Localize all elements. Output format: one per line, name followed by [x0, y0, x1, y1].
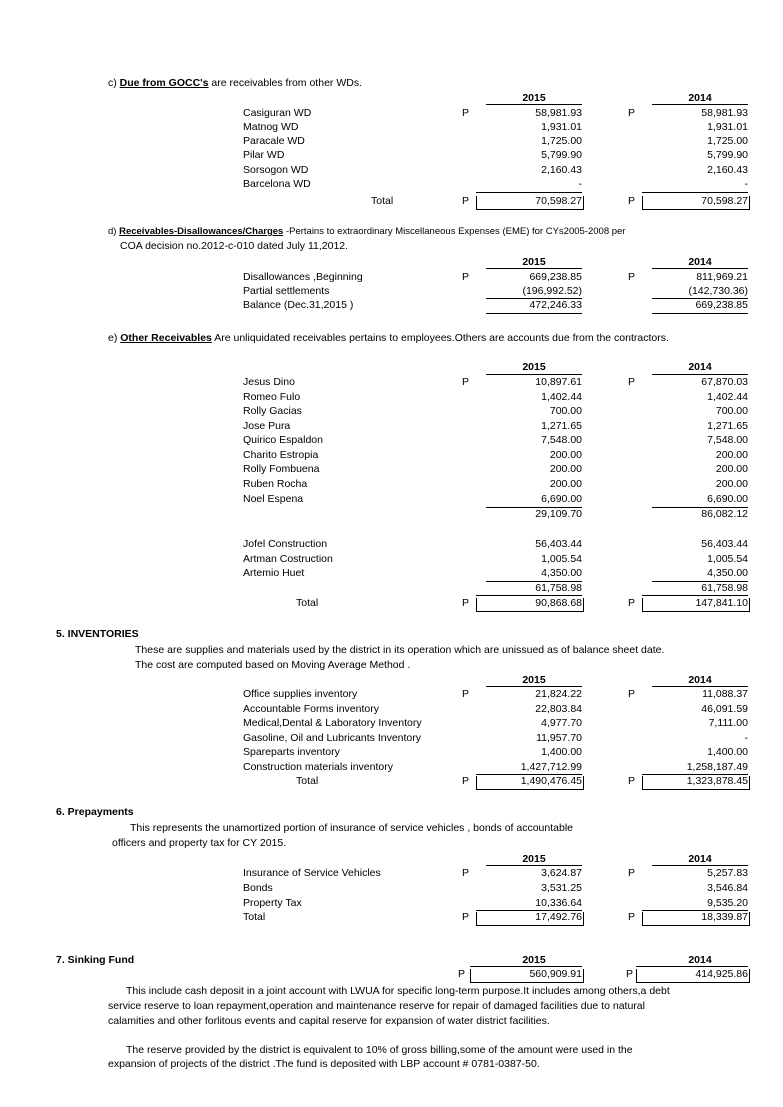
- table-cell: 5,257.83: [707, 867, 748, 879]
- table-cell: 1,725.00: [541, 135, 582, 147]
- table-cell: 1,402.44: [541, 391, 582, 403]
- table-cell: 21,824.22: [535, 688, 582, 700]
- table-cell: 200.00: [549, 449, 582, 461]
- currency-sign: P: [626, 968, 634, 980]
- table-cell: 3,624.87: [541, 867, 582, 879]
- total-value: 70,598.27: [701, 195, 748, 207]
- total-box: [642, 912, 750, 926]
- year-header-2014: 2014: [688, 92, 712, 104]
- currency-sign: P: [628, 597, 636, 609]
- currency-sign: P: [462, 867, 470, 879]
- table-cell: 6,690.00: [541, 493, 582, 505]
- table-row-label: Office supplies inventory: [243, 688, 358, 700]
- sum-rule: [642, 595, 748, 596]
- table-cell: 4,350.00: [541, 567, 582, 579]
- total-box: [476, 196, 584, 210]
- header-rule: [652, 865, 748, 866]
- table-row-label: Spareparts inventory: [243, 746, 340, 758]
- currency-sign: P: [462, 775, 470, 787]
- currency-sign: P: [628, 107, 636, 119]
- prepayments-desc: This represents the unamortized portion of insurance of service vehicles , bonds of accountable: [130, 822, 573, 834]
- total-box: [470, 969, 584, 983]
- table-row-label: Property Tax: [243, 897, 302, 909]
- year-header-2015: 2015: [522, 256, 546, 268]
- table-row-label: Quirico Espaldon: [243, 434, 323, 446]
- disallowances-intro-line2: COA decision no.2012-c-010 dated July 11,2012.: [120, 240, 349, 252]
- table-cell: 200.00: [715, 463, 748, 475]
- year-header-2015: 2015: [522, 92, 546, 104]
- year-header-2015: 2015: [522, 954, 546, 966]
- dues-title: Due from GOCC's: [119, 77, 209, 89]
- total-box: [476, 776, 584, 790]
- sum-rule: [486, 313, 582, 314]
- table-row-label: Medical,Dental & Laboratory Inventory: [243, 717, 422, 729]
- subtotal-value: 61,758.98: [535, 582, 582, 594]
- header-rule: [636, 966, 748, 967]
- table-row-label: Partial settlements: [243, 285, 330, 297]
- table-cell: 200.00: [715, 449, 748, 461]
- table-cell: 46,091.59: [701, 703, 748, 715]
- currency-sign: P: [462, 597, 470, 609]
- table-row-label: Paracale WD: [243, 135, 305, 147]
- table-cell: 58,981.93: [701, 107, 748, 119]
- inventories-desc: The cost are computed based on Moving Average Method .: [135, 659, 411, 671]
- table-cell: 4,350.00: [707, 567, 748, 579]
- total-box: [636, 969, 750, 983]
- sinking-paragraph: service reserve to loan repayment,operation and maintenance reserve for repair of damaged facilities due to natural: [108, 1000, 645, 1012]
- total-label: Total: [243, 911, 266, 923]
- table-row-label: Matnog WD: [243, 121, 299, 133]
- year-header-2014: 2014: [688, 954, 712, 966]
- sum-rule: [652, 313, 748, 314]
- currency-sign: P: [462, 911, 470, 923]
- total-label: Total: [371, 195, 394, 207]
- table-cell: 200.00: [549, 463, 582, 475]
- table-cell: 200.00: [549, 478, 582, 490]
- table-row-label: Ruben Rocha: [243, 478, 308, 490]
- table-cell: 56,403.44: [701, 538, 748, 550]
- table-row-label: Gasoline, Oil and Lubricants Inventory: [243, 732, 422, 744]
- currency-sign: P: [462, 195, 470, 207]
- table-cell: 5,799.90: [707, 149, 748, 161]
- header-rule: [486, 865, 582, 866]
- sinking-paragraph: The reserve provided by the district is equivalent to 10% of gross billing,some of the amount were used in the: [126, 1044, 633, 1056]
- header-rule: [652, 268, 748, 269]
- total-value: 1,490,476.45: [520, 775, 582, 787]
- table-cell: 11,957.70: [536, 732, 582, 744]
- total-box: [642, 598, 750, 612]
- year-header-2014: 2014: [688, 361, 712, 373]
- sum-rule: [642, 192, 748, 193]
- table-cell: (142,730.36): [688, 285, 748, 297]
- table-cell: -: [744, 178, 748, 190]
- table-cell: 7,548.00: [707, 434, 748, 446]
- header-rule: [486, 104, 582, 105]
- header-rule: [652, 374, 748, 375]
- table-cell: 700.00: [715, 405, 748, 417]
- table-cell: -: [578, 178, 582, 190]
- currency-sign: P: [462, 688, 470, 700]
- inventories-desc: These are supplies and materials used by the district in its operation which are unissued as of balance sheet date.: [135, 644, 665, 656]
- table-cell: 10,336.64: [535, 897, 582, 909]
- table-cell: 700.00: [549, 405, 582, 417]
- currency-sign: P: [462, 107, 470, 119]
- total-box: [642, 196, 750, 210]
- table-cell: 1,427,712.99: [520, 761, 582, 773]
- currency-sign: P: [628, 867, 636, 879]
- table-row-label: Pilar WD: [243, 149, 285, 161]
- table-cell: 811,969.21: [696, 271, 748, 283]
- table-cell: 1,271.65: [541, 420, 582, 432]
- total-label: Total: [296, 597, 319, 609]
- total-value: 90,868.68: [535, 597, 582, 609]
- table-cell: 1,931.01: [707, 121, 748, 133]
- table-row-label: Noel Espena: [243, 493, 304, 505]
- table-row-label: Jofel Construction: [243, 538, 328, 550]
- table-row-label: Construction materials inventory: [243, 761, 393, 773]
- table-cell: 4,977.70: [541, 717, 582, 729]
- year-header-2014: 2014: [688, 256, 712, 268]
- table-cell: 2,160.43: [541, 164, 582, 176]
- table-cell: 22,803.84: [535, 703, 582, 715]
- table-cell: 10,897.61: [535, 376, 582, 388]
- currency-sign: P: [458, 968, 466, 980]
- prepayments-heading: 6. Prepayments: [56, 806, 134, 818]
- header-rule: [486, 374, 582, 375]
- prepayments-desc: officers and property tax for CY 2015.: [112, 837, 287, 849]
- table-cell: 7,548.00: [541, 434, 582, 446]
- total-value: 1,323,878.45: [686, 775, 748, 787]
- table-cell: 67,870.03: [701, 376, 748, 388]
- sinking-paragraph: expansion of projects of the district .The fund is deposited with LBP account # 0781-0387-50.: [108, 1058, 540, 1070]
- dues-intro: c) Due from GOCC's are receivables from other WDs.: [108, 77, 362, 89]
- year-header-2014: 2014: [688, 674, 712, 686]
- year-header-2015: 2015: [522, 361, 546, 373]
- table-cell: 7,111.00: [708, 717, 748, 729]
- table-cell: 1,258,187.49: [686, 761, 748, 773]
- currency-sign: P: [628, 195, 636, 207]
- table-cell: (196,992.52): [522, 285, 582, 297]
- total-value: 147,841.10: [695, 597, 748, 609]
- total-value: 70,598.27: [535, 195, 582, 207]
- total-label: Total: [296, 775, 319, 787]
- header-rule: [486, 686, 582, 687]
- sinking-paragraph: calamities and other forlitous events and capital reserve for expansion of water district facilities.: [108, 1015, 550, 1027]
- table-cell: 3,531.25: [541, 882, 582, 894]
- sum-rule: [476, 192, 582, 193]
- table-row-label: Casiguran WD: [243, 107, 312, 119]
- header-rule: [652, 686, 748, 687]
- subtotal-value: 61,758.98: [701, 582, 748, 594]
- table-cell: 2,160.43: [707, 164, 748, 176]
- table-row-label: Bonds: [243, 882, 273, 894]
- subtotal-value: 86,082.12: [701, 508, 748, 520]
- table-cell: 472,246.33: [529, 299, 582, 311]
- currency-sign: P: [628, 688, 636, 700]
- table-row-label: Charito Estropia: [243, 449, 319, 461]
- total-value: 17,492.76: [535, 911, 582, 923]
- table-cell: -: [744, 732, 748, 744]
- inventories-heading: 5. INVENTORIES: [56, 628, 139, 640]
- table-cell: 669,238.85: [695, 299, 748, 311]
- table-row-label: Insurance of Service Vehicles: [243, 867, 381, 879]
- total-box: [476, 598, 584, 612]
- currency-sign: P: [628, 911, 636, 923]
- other-receivables-title: Other Receivables: [120, 332, 212, 344]
- table-row-label: Rolly Gacias: [243, 405, 302, 417]
- total-value: 18,339.87: [701, 911, 748, 923]
- sinking-paragraph: This include cash deposit in a joint account with LWUA for specific long-term purpose.It includes among others,a debt: [126, 985, 670, 997]
- table-row-label: Artman Costruction: [243, 553, 333, 565]
- other-receivables-intro: e) Other Receivables Are unliquidated receivables pertains to employees.Others are accounts due from the contractors.: [108, 332, 669, 344]
- table-row-label: Artemio Huet: [243, 567, 305, 579]
- year-header-2015: 2015: [522, 674, 546, 686]
- table-cell: 58,981.93: [535, 107, 582, 119]
- total-box: [476, 912, 584, 926]
- table-cell: 669,238.85: [529, 271, 582, 283]
- table-cell: 6,690.00: [707, 493, 748, 505]
- year-header-2015: 2015: [522, 853, 546, 865]
- currency-sign: P: [462, 271, 470, 283]
- year-header-2014: 2014: [688, 853, 712, 865]
- header-rule: [470, 966, 582, 967]
- disallowances-intro: d) Receivables-Disallowances/Charges -Pertains to extraordinary Miscellaneous Expenses (EME) for CYs2005-2008 per: [108, 226, 626, 237]
- header-rule: [486, 268, 582, 269]
- sinking-heading: 7. Sinking Fund: [56, 954, 135, 966]
- sum-rule: [476, 595, 582, 596]
- table-row-label: Disallowances ,Beginning: [243, 271, 363, 283]
- table-cell: 1,005.54: [541, 553, 582, 565]
- table-cell: 1,931.01: [541, 121, 582, 133]
- table-cell: 56,403.44: [535, 538, 582, 550]
- currency-sign: P: [462, 376, 470, 388]
- table-row-label: Balance (Dec.31,2015 ): [243, 299, 354, 311]
- total-value: 560,909.91: [529, 968, 582, 980]
- table-cell: 1,725.00: [707, 135, 748, 147]
- total-value: 414,925.86: [695, 968, 748, 980]
- table-cell: 1,400.00: [541, 746, 582, 758]
- table-row-label: Accountable Forms inventory: [243, 703, 379, 715]
- total-box: [642, 776, 750, 790]
- disallowances-title: Receivables-Disallowances/Charges: [119, 226, 284, 237]
- currency-sign: P: [628, 775, 636, 787]
- table-row-label: Romeo Fulo: [243, 391, 301, 403]
- table-cell: 1,005.54: [707, 553, 748, 565]
- table-cell: 9,535.20: [707, 897, 748, 909]
- table-cell: 11,088.37: [702, 688, 748, 700]
- table-row-label: Barcelona WD: [243, 178, 311, 190]
- table-cell: 3,546.84: [707, 882, 748, 894]
- header-rule: [652, 104, 748, 105]
- table-row-label: Jesus Dino: [243, 376, 295, 388]
- table-cell: 1,271.65: [707, 420, 748, 432]
- table-row-label: Rolly Fombuena: [243, 463, 320, 475]
- table-cell: 1,402.44: [707, 391, 748, 403]
- table-cell: 200.00: [715, 478, 748, 490]
- subtotal-value: 29,109.70: [535, 508, 582, 520]
- table-row-label: Jose Pura: [243, 420, 291, 432]
- currency-sign: P: [628, 271, 636, 283]
- currency-sign: P: [628, 376, 636, 388]
- table-cell: 5,799.90: [541, 149, 582, 161]
- table-cell: 1,400.00: [707, 746, 748, 758]
- table-row-label: Sorsogon WD: [243, 164, 309, 176]
